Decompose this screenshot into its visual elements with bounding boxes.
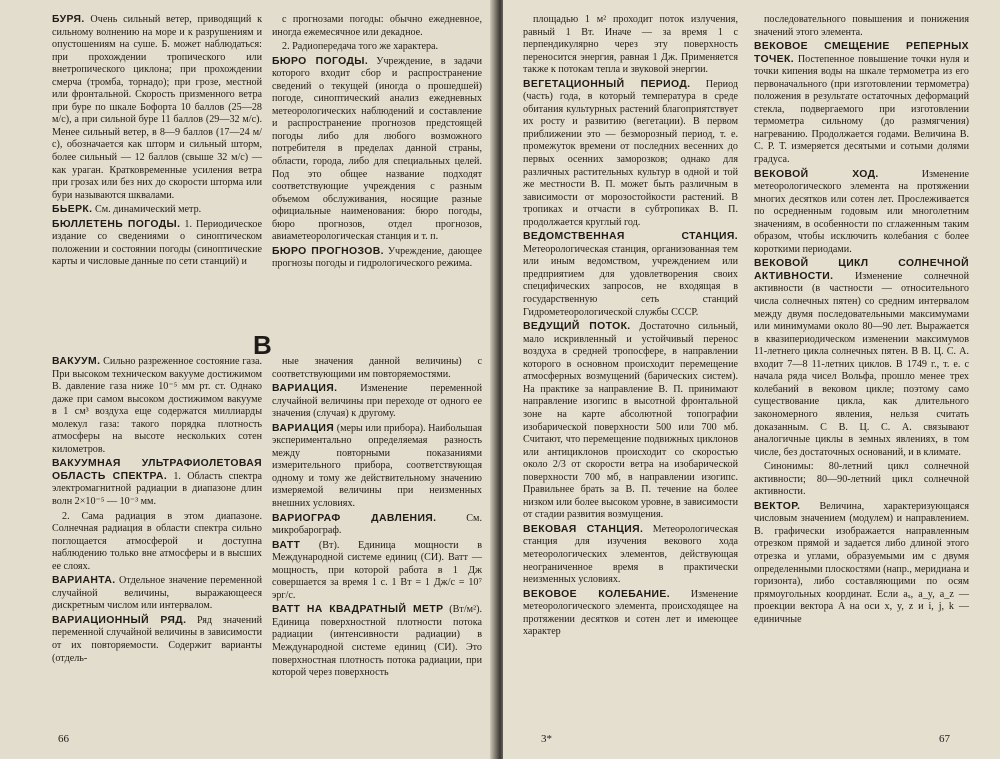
- dictionary-entry: [523, 589, 738, 639]
- dictionary-entry: [272, 540, 482, 603]
- signature-mark: 3*: [541, 733, 552, 745]
- entry-text: (меры или прибора). Наибольшая экспериментально определяемая разность между повторными показаниями измерительного прибора, соответствующая одному и тому же действительному значению измеряемой величины при неизменных внешних условиях.: [272, 422, 482, 510]
- entry-headword: ВАТТ: [272, 539, 301, 551]
- entry-text: Учреждение, дающее прогнозы погоды и гидрологического режима.: [272, 245, 482, 270]
- dictionary-entry: [52, 204, 262, 217]
- entry-text: площадью 1 м² проходит поток излучения, равный 1 Вт. Иначе — за время 1 с перпендикулярно через эту поверхность переносится энергия, равная 1 Дж. Применяется также к потокам тепла и звуковой энергии.: [523, 14, 738, 76]
- dictionary-entry: [523, 524, 738, 587]
- entry-headword: ВАРИАЦИЯ: [272, 422, 335, 434]
- dictionary-entry: [754, 14, 969, 39]
- dictionary-entry: [52, 575, 262, 613]
- page-number-right: 67: [939, 733, 950, 745]
- dictionary-entry: [272, 423, 482, 511]
- entry-headword: ВАРИАЦИОННЫЙ РЯД.: [52, 614, 187, 626]
- entry-text: с прогнозами погоды: обычно ежедневное, иногда ежемесячное или декадное.: [272, 14, 482, 38]
- left-col2-top: [272, 14, 482, 273]
- entry-headword: ВЕКОВОЕ КОЛЕБАНИЕ.: [523, 588, 671, 600]
- dictionary-entry: [523, 321, 738, 522]
- right-col2: [754, 14, 969, 628]
- entry-text: 1. Периодическое издание со сведениями о синоптическом положении и состоянии погоды (синоптические карты и числовые данные по сети станций) и: [52, 218, 263, 268]
- entry-headword: ВАКУУМ.: [52, 356, 101, 367]
- entry-text: Метеорологическая станция для изучения векового хода метеорологических элементов, действующая неограниченное время в практически неизменных условиях.: [523, 523, 738, 586]
- entry-headword: ВЕКТОР.: [754, 500, 801, 512]
- entry-text: Период (часть) года, в который температура в среде обитания культурных растений благоприятствует их росту и развитию (вегетации). В первом приближении это — безморозный период, т. е. промежуток времени от последних весенних до первых осенних заморозков; однако для различных растительных культур в одной и той же местности В. П. может быть различным в зависимости от морозостойкости растений. В тропиках и отчасти в субтропиках В. П. продолжается круглый год.: [523, 78, 738, 228]
- dictionary-entry: [754, 501, 969, 626]
- dictionary-entry: [272, 604, 482, 679]
- entry-text: (Вт/м²). Единица поверхностной плотности потока радиации (интенсивности радиации) в Международной системе единиц (СИ). Это поверхностная плотность потока радиации, при которой через поверхность: [272, 604, 482, 679]
- entry-headword: ВАКУУМНАЯ УЛЬТРАФИОЛЕТОВАЯ ОБЛАСТЬ СПЕКТРА.: [52, 458, 262, 482]
- dictionary-entry: [754, 169, 969, 257]
- entry-headword: ВЕКОВАЯ СТАНЦИЯ.: [523, 523, 644, 535]
- dictionary-entry: [52, 219, 262, 269]
- entry-headword: ВАРИАНТА.: [52, 575, 116, 587]
- dictionary-entry: [272, 56, 482, 244]
- dictionary-entry: [754, 41, 969, 166]
- entry-text: 1. Область спектра электромагнитной радиации в диапазоне длин волн 2×10⁻⁵ — 10⁻³ мм.: [52, 470, 263, 508]
- right-page: [503, 0, 1000, 759]
- entry-headword: ВАТТ НА КВАДРАТНЫЙ МЕТР: [272, 604, 444, 616]
- dictionary-entry: [272, 383, 482, 421]
- dictionary-entry: [272, 513, 482, 538]
- dictionary-entry: [523, 231, 738, 319]
- entry-text: Величина, характеризующаяся числовым значением (модулем) и направлением. В. графически изображается направленным отрезком прямой и задается либо длиной этого отрезка и углами, образуемыми им с двумя определенными плоскостями (напр., меридиана и горизонта), либо составляющими по осям прямоугольных координат. Если aₓ, a_y, a_z — проекции вектора A на оси x, y, z и i, j, k — единичные: [754, 500, 969, 625]
- section-letter: В: [253, 330, 272, 360]
- entry-headword: БЮРО ПРОГНОЗОВ.: [272, 245, 384, 257]
- entry-headword: ВЕГЕТАЦИОННЫЙ ПЕРИОД.: [523, 78, 691, 90]
- entry-text: Очень сильный ветер, приводящий к сильному волнению на море и к разрушениям и опустошениям на суше. Б. может наблюдаться: при прохождении тропического или внетропического циклона; при прохождении смерча (тромба, торнадо); при грозе, местной или фронтальной. Скорость призменного ветра при буре по шкале Бофорта 10 баллов (25—28 м/с), а при сильной буре 11 баллов (29—32 м/с). Менее сильный ветер, в 8—9 баллов (17—24 м/с), обозначается как шторм и сильный шторм, более сильный — 12 баллов (свыше 32 м/с) — как ураган. Кратковременные усиления ветра при грозах или без них до скорости шторма или бури называются шквалами.: [52, 14, 262, 201]
- entry-text: Постепенное повышение точки нуля и точки кипения воды на шкале термометра из его первоначального (при изготовлении термометра) положения в результате остаточных деформаций стекла, подвергаемого при изготовлении термометра сильному (до размягчения) нагреванию. Продолжается годами. Величина В. С. Р. Т. измеряется десятыми и сотыми долями градуса.: [754, 53, 969, 166]
- left-col1-lower: [52, 356, 262, 667]
- dictionary-entry: [52, 458, 262, 508]
- entry-headword: ВЕКОВОЕ СМЕЩЕНИЕ РЕПЕРНЫХ ТОЧЕК.: [754, 41, 969, 65]
- left-col2-lower: [272, 356, 482, 682]
- entry-text: Сильно разреженное состояние газа. При высоком техническом вакууме достижимом В. давление газа ниже 10⁻⁵ мм рт. ст. Однако даже при самом высоком достижимом вакууме в 1 см³ воздуха еще содержатся миллиарды молекул газа: такого порядка плотность атмосферы на высоте нескольких сотен километров.: [52, 356, 262, 455]
- entry-headword: БУРЯ.: [52, 14, 85, 25]
- entry-text: Метеорологическая станция, организованная тем или иным ведомством, учреждением или предприятием для удовлетворения своих специфических запросов, не входящая в государственную сеть станций Гидрометеорологической службы СССР.: [523, 243, 738, 318]
- dictionary-entry: [52, 14, 262, 202]
- dictionary-entry: [272, 14, 482, 39]
- entry-headword: БЬЕРК.: [52, 204, 93, 216]
- page-number-left: 66: [58, 733, 69, 745]
- entry-headword: ВЕКОВОЙ ЦИКЛ СОЛНЕЧНОЙ АКТИВНОСТИ.: [754, 258, 969, 282]
- dictionary-entry: [52, 615, 262, 665]
- left-col1-top: [52, 14, 262, 271]
- entry-text: См. динамический метр.: [92, 204, 202, 216]
- entry-headword: ВЕКОВОЙ ХОД.: [754, 168, 879, 180]
- entry-headword: ВАРИАЦИЯ.: [272, 383, 338, 395]
- entry-text: последовательного повышения и понижения значений этого элемента.: [754, 14, 969, 38]
- entry-text: Достаточно сильный, мало искривленный и устойчивый перенос воздуха в средней тропосфере, в направлении которого в основном происходит перемещение атмосферных возмущений (барических систем). На практике за направление В. П. принимают направление изогипс в высотной фронтальной зоне на карте абсолютной топографии изобарической поверхности 500 или 700 мб. Считают, что перемещение подвижных циклонов или антициклонов происходит со скоростью около 2/3 от скорости ветра на изобарической поверхности 700 мб, в направлении изогипс. Правильнее брать за В. П. течение на более низком или более высоком уровне, в зависимости от стадии развития возмущения.: [523, 321, 739, 521]
- entry-text: Изменение солнечной активности (в частности — относительного числа солнечных пятен) со средним интервалом между двумя последовательными максимумами или минимумами около 80—90 лет. Выражается в квазипериодическом изменении максимумов 11-летнего цикла солнечных пятен. В В. Ц. С. А. входит 7—8 11-летних циклов. В 1749 г., т. е. с начала ряда чисел Вольфа, прошло менее трех колебаний в вековом цикле; поэтому само существование цикла, как длительного закономерного явления, нельзя считать доказанным. С В. Ц. С. А. связывают аналогичные циклы в земных явлениях, в том числе, без достаточных оснований, и в климате.: [754, 270, 969, 458]
- dictionary-entry: [523, 14, 738, 77]
- entry-headword: ВАРИОГРАФ ДАВЛЕНИЯ.: [272, 512, 437, 524]
- entry-text: Ряд значений переменной случайной величины в зависимости от их повторяемости. Содержит варианты (отдель-: [52, 614, 262, 664]
- entry-text: Синонимы: 80-летний цикл солнечной активности; 80—90-летний цикл солнечной активности.: [754, 461, 969, 498]
- dictionary-entry: [754, 461, 969, 499]
- dictionary-entry: [754, 258, 969, 459]
- dictionary-entry: [523, 79, 738, 230]
- entry-text: Изменение метеорологического элемента, происходящее на протяжении десятков и сотен лет и имеющее характер: [523, 588, 738, 638]
- entry-text: Отдельное значение переменной случайной величины, выражающееся дискретным числом или интервалом.: [52, 575, 262, 612]
- dictionary-entry: [272, 246, 482, 271]
- entry-text: (Вт). Единица мощности в Международной системе единиц (СИ). Ватт — мощность, при которой работа в 1 Дж совершается за время 1 с. 1 Вт = 1 Дж/с = 10⁷ эрг/с.: [272, 539, 482, 601]
- entry-text: Изменение метеорологического элемента на протяжении многих десятков или сотен лет. Прослеживается по осредненным годовым или многолетним значениям, в особенности по сглаженным таким образом, чтобы исключить колебания с более короткими периодами.: [754, 168, 969, 255]
- dictionary-entry: [52, 511, 262, 574]
- right-col1: [523, 14, 738, 641]
- entry-headword: ВЕДОМСТВЕННАЯ СТАНЦИЯ.: [523, 231, 738, 243]
- entry-text: ные значения данной величины) с соответствующими им повторяемостями.: [272, 356, 482, 380]
- entry-text: См. микробарограф.: [272, 512, 482, 537]
- entry-text: 2. Радиопередача того же характера.: [282, 41, 439, 53]
- dictionary-entry: [272, 356, 482, 381]
- entry-text: Учреждение, в задачи которого входит сбор и распространение сведений о текущей (иногда о прошедшей) погоде, синоптический анализ ежедневных метеорологических наблюдений и составление и распространение прогнозов предстоящей погоды либо для любого возможного потребителя в пределах данной страны, области, города, либо для специальных целей. Под это общее название подходят соответствующие учреждения с разным объемом обслуживания, носящие разные официальные наименования: бюро погоды, бюро прогнозов, отдел прогнозов, авиаметеорологическая станция и т. п.: [272, 55, 482, 243]
- dictionary-entry: [52, 356, 262, 456]
- entry-headword: ВЕДУЩИЙ ПОТОК.: [523, 321, 631, 333]
- entry-text: Изменение переменной случайной величины при переходе от одного ее значения (случая) к другому.: [272, 383, 482, 420]
- left-page: [0, 0, 497, 759]
- entry-text: 2. Сама радиация в этом диапазоне. Солнечная радиация в области спектра сильно поглощается атмосферой и доступна наблюдению только вне атмосферы и в высших ее слоях.: [52, 510, 262, 572]
- entry-headword: БЮРО ПОГОДЫ.: [272, 55, 369, 67]
- dictionary-entry: [272, 41, 482, 54]
- entry-headword: БЮЛЛЕТЕНЬ ПОГОДЫ.: [52, 218, 181, 230]
